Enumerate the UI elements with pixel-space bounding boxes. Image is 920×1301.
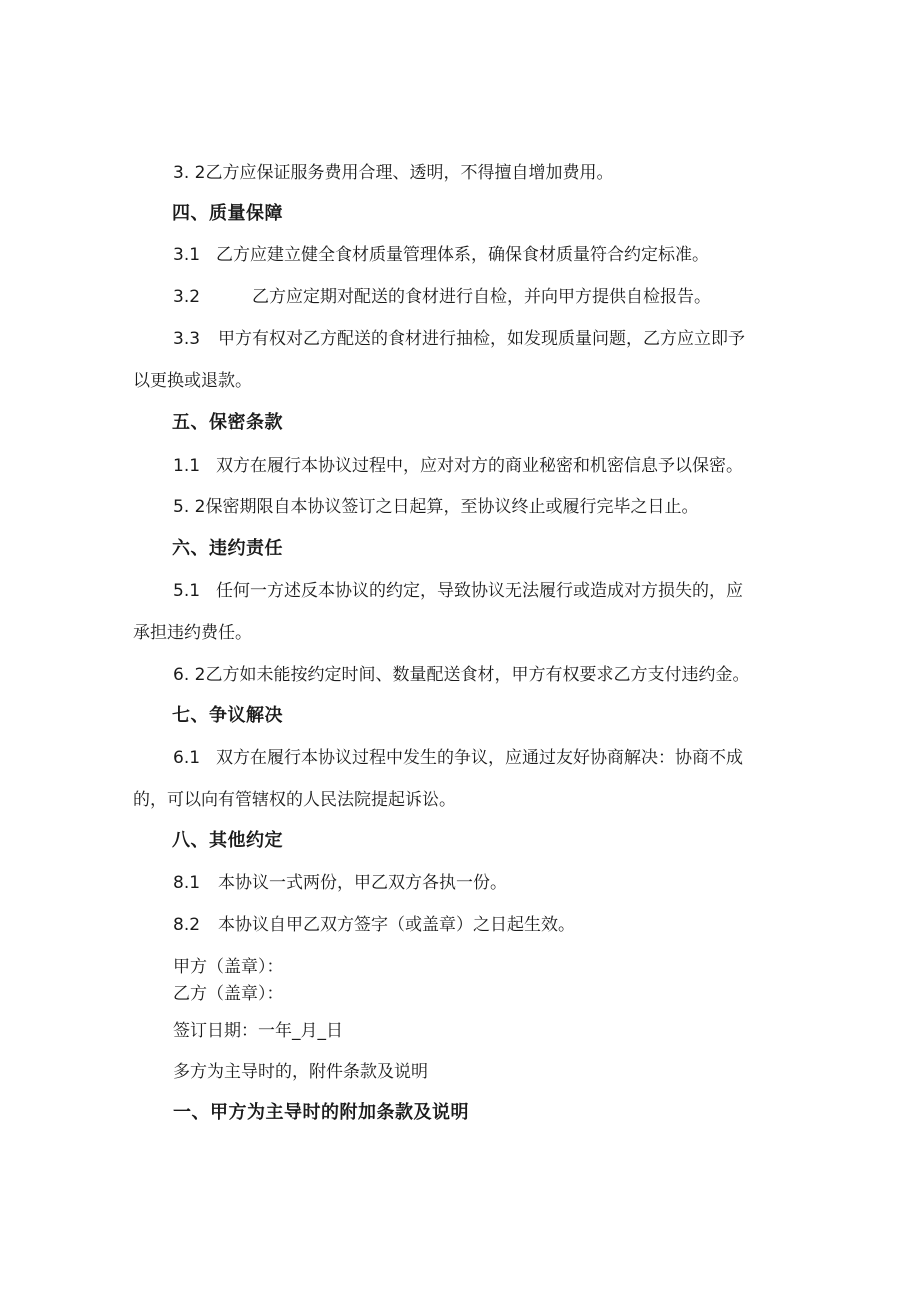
clause-dispute-6-1 [173,747,743,769]
clause-quality-3-1 [173,244,709,266]
section-heading-dispute: 七、争议解决 [172,705,283,726]
clause-text: 双方在履行本协议过程中，应对对方的商业秘密和机密信息予以保密。 [216,456,743,476]
signature-party-b: 乙方（盖章）： [173,984,284,1004]
clause-quality-3-3 [173,328,745,350]
clause-3-2: 3. 2乙方应保证服务费用合理、透明，不得擅自增加费用。 [173,163,614,183]
clause-number: 1.1 [173,456,201,476]
clause-text: 本协议一式两份，甲乙双方各执一份。 [218,873,507,893]
clause-number: 5.1 [173,581,201,601]
clause-other-8-2 [173,914,575,936]
clause-text: 乙方应定期对配送的食材进行自检，并向甲方提供自检报告。 [252,287,711,307]
clause-continuation: 以更换或退款。 [133,371,252,391]
clause-confidentiality-1-1 [173,455,743,477]
appendix-heading: 一、甲方为主导时的附加条款及说明 [173,1102,469,1123]
clause-number: 3.1 [173,245,201,265]
signature-party-a: 甲方（盖章）： [173,957,284,977]
clause-continuation: 承担违约费任。 [133,623,252,643]
clause-text: 乙方应建立健全食材质量管理体系，确保食材质量符合约定标准。 [216,245,709,265]
section-heading-quality: 四、质量保障 [172,203,283,224]
clause-other-8-1 [173,872,507,894]
appendix-note: 多方为主导时的，附件条款及说明 [173,1062,428,1082]
clause-number: 3.2 [173,287,201,307]
clause-quality-3-2 [173,286,711,308]
clause-6-2: 6. 2乙方如未能按约定时间、数量配送食材，甲方有权要求乙方支付违约金。 [173,665,750,685]
clause-liability-5-1 [173,580,743,602]
clause-number: 8.2 [173,915,201,935]
section-heading-confidentiality: 五、保密条款 [172,412,283,433]
signing-date: 签订日期：一年_月_日 [173,1021,343,1041]
clause-text: 双方在履行本协议过程中发生的争议，应通过友好协商解决：协商不成 [216,748,743,768]
section-heading-other: 八、其他约定 [172,830,283,851]
clause-number: 3.3 [173,329,201,349]
clause-text: 甲方有权对乙方配送的食材进行抽检，如发现质量问题，乙方应立即予 [218,329,745,349]
clause-continuation: 的，可以向有管辖权的人民法院提起诉讼。 [133,790,456,810]
clause-text: 任何一方述反本协议的约定，导致协议无法履行或造成对方损失的，应 [216,581,743,601]
clause-number: 8.1 [173,873,201,893]
clause-text: 本协议自甲乙双方签字（或盖章）之日起生效。 [218,915,575,935]
clause-number: 6.1 [173,748,201,768]
clause-5-2: 5. 2保密期限自本协议签订之日起算，至协议终止或履行完毕之日止。 [173,497,699,517]
section-heading-liability: 六、违约责任 [172,538,283,559]
